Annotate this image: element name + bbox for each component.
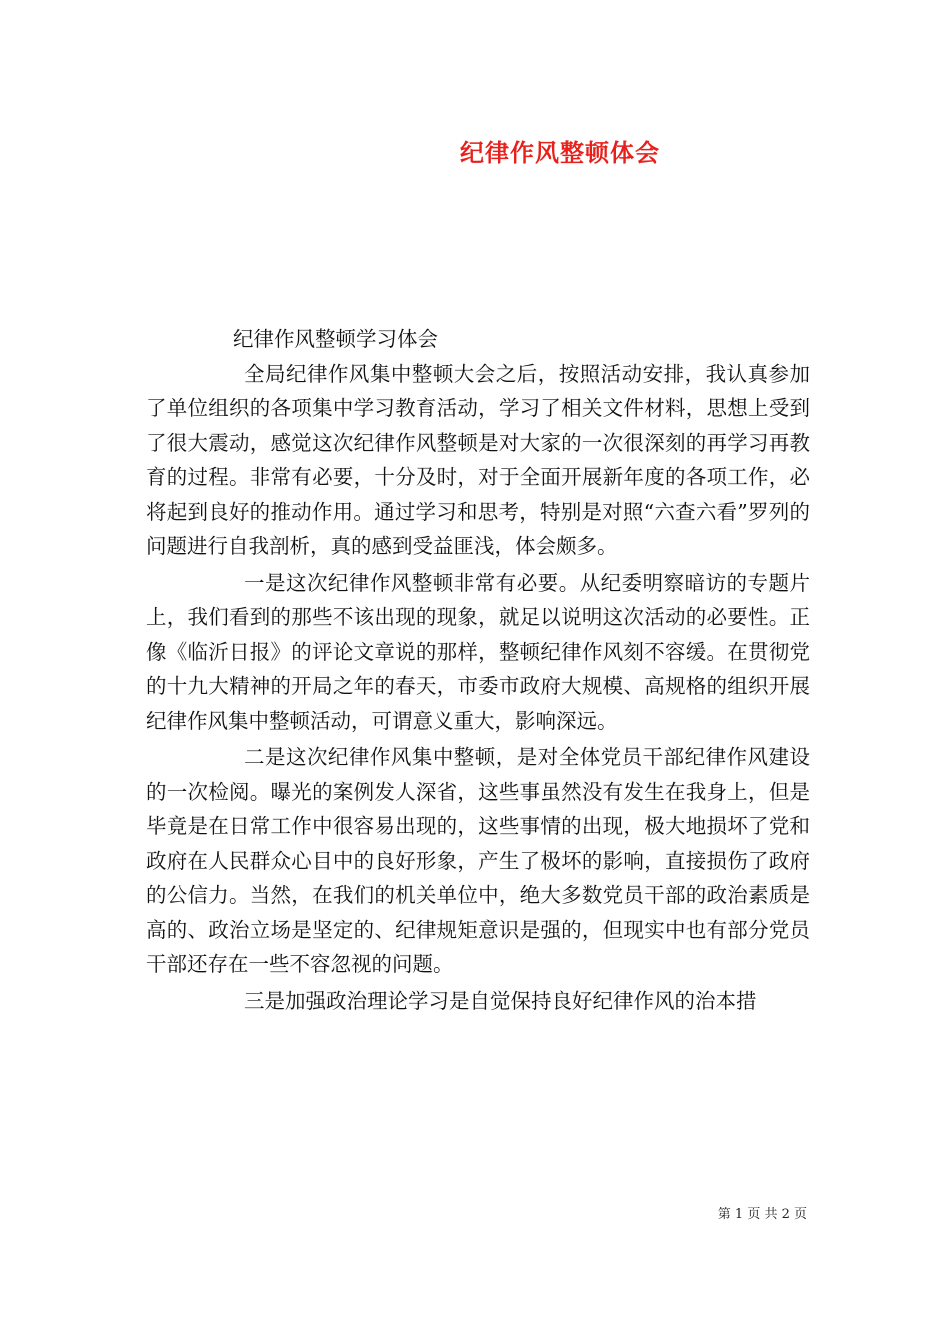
paragraph-intro: 全局纪律作风集中整顿大会之后，按照活动安排，我认真参加了单位组织的各项集中学习教育活动，学习了相关文件材料，思想上受到了很大震动，感觉这次纪律作风整顿是对大家的一次很深刻的再学习再教育的过程。非常有必要，十分及时，对于全面开展新年度的各项工作，必将起到良好的推动作用。通过学习和思考，特别是对照“六查六看”罗列的问题进行自我剖析，真的感到受益匪浅，体会颇多。 (146, 361, 810, 558)
page-number-footer: 第 1 页 共 2 页 (717, 1207, 807, 1222)
paragraph-point-one: 一是这次纪律作风整顿非常有必要。从纪委明察暗访的专题片上，我们看到的那些不该出现的现象，就足以说明这次活动的必要性。正像《临沂日报》的评论文章说的那样，整顿纪律作风刻不容缓。在贯彻党的十九大精神的开局之年的春天，市委市政府大规模、高规格的组织开展纪律作风集中整顿活动，可谓意义重大，影响深远。 (146, 570, 810, 733)
document-title: 纪律作风整顿体会 (460, 138, 660, 167)
document-subtitle: 纪律作风整顿学习体会 (233, 327, 438, 351)
paragraph-point-two: 二是这次纪律作风集中整顿，是对全体党员干部纪律作风建设的一次检阅。曝光的案例发人深省，这些事虽然没有发生在我身上，但是毕竟是在日常工作中很容易出现的，这些事情的出现，极大地损坏了党和政府在人民群众心目中的良好形象，产生了极坏的影响，直接损伤了政府的公信力。当然，在我们的机关单位中，绝大多数党员干部的政治素质是高的、政治立场是坚定的、纪律规矩意识是强的，但现实中也有部分党员干部还存在一些不容忽视的问题。 (146, 745, 810, 976)
paragraph-point-three: 三是加强政治理论学习是自觉保持良好纪律作风的治本措 (244, 988, 757, 1013)
document-body (146, 322, 810, 1020)
